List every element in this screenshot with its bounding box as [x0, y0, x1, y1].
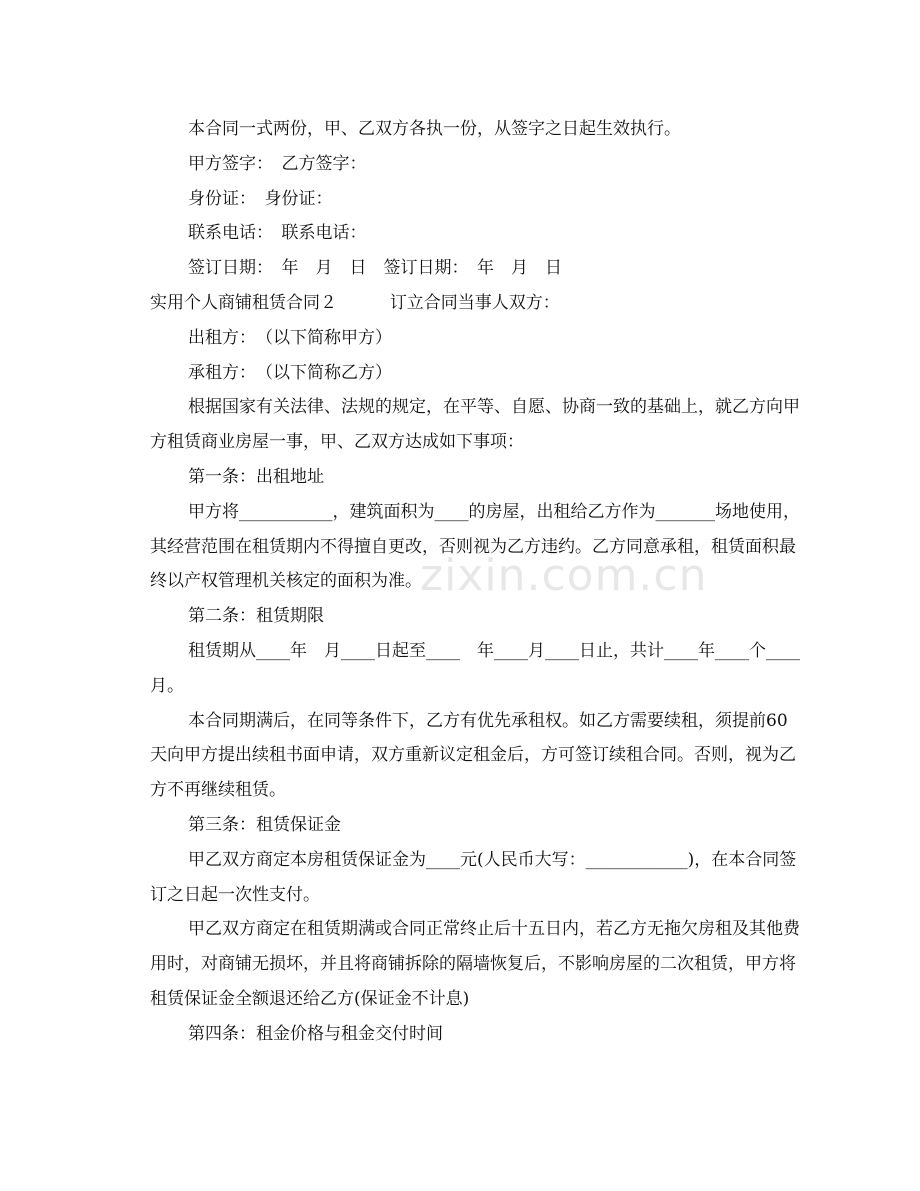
contract-parties-heading: 订立合同当事人双方： — [389, 292, 560, 313]
section-heading-3: 第三条：租赁保证金 — [188, 814, 341, 835]
paragraph-deposit-amount: 甲乙双方商定本房租赁保证金为____元(人民币大写：____________)，在本合同签订之日起一次性支付。 — [150, 849, 797, 905]
paragraph-premises-use: 甲方将___________，建筑面积为____的房屋，出租给乙方作为_______场地使用，其经营范围在租赁期内不得擅自更改，否则视为乙方违约。乙方同意承租，租赁面积最终以产权管理机关核定的面积为准。 — [150, 501, 800, 592]
document-body — [150, 112, 800, 1052]
paragraph-renewal: 本合同期满后，在同等条件下，乙方有优先承租权。如乙方需要续租，须提前60天向甲方提出续租书面申请，双方重新议定租金后，方可签订续租合同。否则，视为乙方不再继续租赁。 — [150, 710, 796, 801]
contract-title: 实用个人商铺租赁合同２ — [150, 292, 337, 313]
paragraph-legal-basis: 根据国家有关法律、法规的规定，在平等、自愿、协商一致的基础上，就乙方向甲方租赁商业房屋一事，甲、乙双方达成如下事项： — [150, 397, 800, 453]
paragraph-duplicate-copies: 本合同一式两份，甲、乙双方各执一份，从签字之日起生效执行。 — [188, 119, 681, 139]
section-heading-4: 第四条：租金价格与租金交付时间 — [188, 1023, 443, 1044]
paragraph-signatures: 甲方签字： 乙方签字： — [188, 153, 367, 174]
section-heading-1: 第一条：出租地址 — [188, 466, 324, 487]
paragraph-lease-term: 租赁期从____年 月____日起至____ 年____月____日止，共计____年____个____月。 — [150, 640, 800, 696]
paragraph-lessee: 承租方： （以下简称乙方） — [188, 362, 392, 383]
paragraph-lessor: 出租方： （以下简称甲方） — [188, 327, 392, 348]
paragraph-deposit-refund: 甲乙双方商定在租赁期满或合同正常终止后十五日内，若乙方无拖欠房租及其他费用时，对商铺无损坏，并且将商铺拆除的隔墙恢复后，不影响房屋的二次租赁，甲方将租赁保证金全额退还给乙方(保证金不计息) — [150, 919, 800, 1009]
section-heading-2: 第二条：租赁期限 — [188, 606, 324, 627]
watermark-text: zixin.com.cn — [420, 550, 708, 601]
paragraph-phone: 联系电话： 联系电话： — [188, 223, 367, 244]
paragraph-id-cards: 身份证： 身份证： — [188, 188, 333, 209]
paragraph-contract-title-line — [150, 286, 800, 321]
paragraph-sign-date: 签订日期： 年 月 日 签订日期： 年 月 日 — [188, 258, 562, 279]
